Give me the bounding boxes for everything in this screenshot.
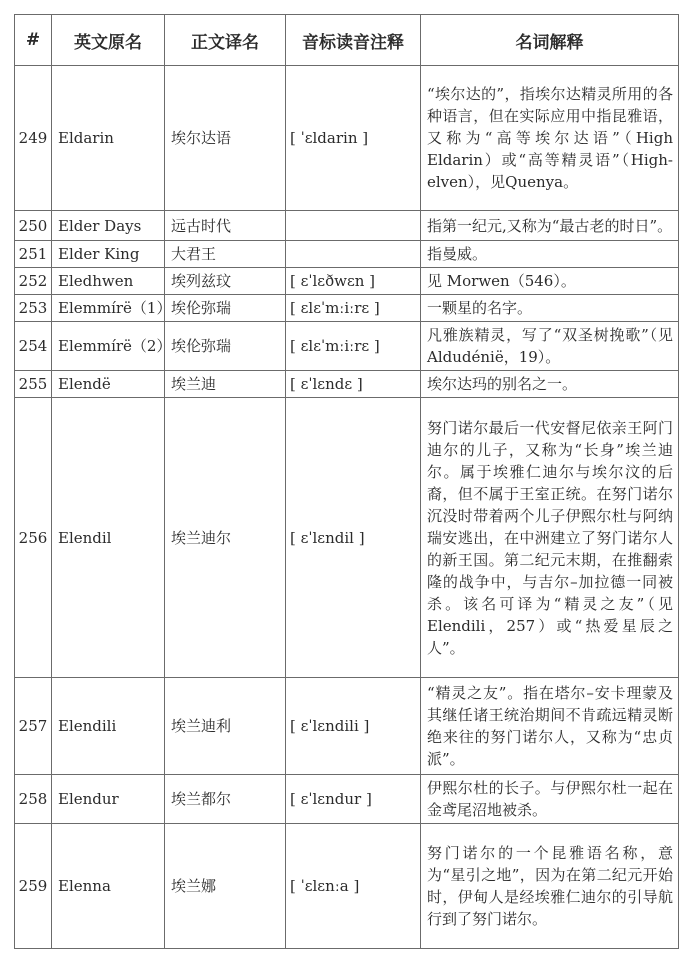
header-explanation: 名词解释 [421,15,679,66]
row-number: 251 [15,241,52,268]
phonetic-notation: [ ɛˈlɛðwɛn ] [286,268,421,295]
table-row [15,211,679,241]
row-number: 256 [15,398,52,678]
translated-name: 埃尔达语 [165,66,286,211]
table-row [15,295,679,322]
term-explanation: 指第一纪元,又称为“最古老的时日”。 [421,211,679,241]
table-row [15,66,679,211]
table-row [15,678,679,775]
phonetic-notation: [ ɛˈlɛndili ] [286,678,421,775]
phonetic-notation: [ ɛˈlɛndil ] [286,398,421,678]
row-number: 254 [15,322,52,371]
row-number: 250 [15,211,52,241]
english-name: Eldarin [52,66,165,211]
phonetic-notation: [ ɛlɛˈmːiːrɛ ] [286,295,421,322]
row-number: 255 [15,371,52,398]
english-name: Eledhwen [52,268,165,295]
header-row [15,15,679,66]
english-name: Elder Days [52,211,165,241]
translated-name: 埃兰迪利 [165,678,286,775]
table-row [15,398,679,678]
phonetic-notation [286,241,421,268]
header-phonetic: 音标读音注释 [286,15,421,66]
english-name: Elemmírë（1） [52,295,165,322]
translated-name: 埃兰娜 [165,824,286,949]
translated-name: 埃兰迪尔 [165,398,286,678]
english-name: Elenna [52,824,165,949]
term-explanation: 指曼威。 [421,241,679,268]
phonetic-notation: [ ˈɛlɛnːa ] [286,824,421,949]
table-row [15,268,679,295]
row-number: 259 [15,824,52,949]
phonetic-notation: [ ɛlɛˈmːiːrɛ ] [286,322,421,371]
translated-name: 埃兰迪 [165,371,286,398]
phonetic-notation: [ ɛˈlɛndur ] [286,775,421,824]
english-name: Elendë [52,371,165,398]
english-name: Elendur [52,775,165,824]
english-name: Elendil [52,398,165,678]
english-name: Elendili [52,678,165,775]
term-explanation: 努门诺尔的一个昆雅语名称，意为“星引之地”，因为在第二纪元开始时，伊甸人是经埃雅仁迪尔的引导航行到了努门诺尔。 [421,824,679,949]
table-row [15,371,679,398]
glossary-table [14,14,679,949]
translated-name: 远古时代 [165,211,286,241]
phonetic-notation: [ ˈɛldarin ] [286,66,421,211]
term-explanation: 伊熙尔杜的长子。与伊熙尔杜一起在金鸢尾沼地被杀。 [421,775,679,824]
translated-name: 埃列兹玟 [165,268,286,295]
term-explanation: 一颗星的名字。 [421,295,679,322]
english-name: Elder King [52,241,165,268]
table-row [15,824,679,949]
translated-name: 埃伦弥瑞 [165,322,286,371]
translated-name: 大君王 [165,241,286,268]
term-explanation: 见 Morwen（546）。 [421,268,679,295]
translated-name: 埃伦弥瑞 [165,295,286,322]
row-number: 257 [15,678,52,775]
row-number: 258 [15,775,52,824]
row-number: 253 [15,295,52,322]
table-row [15,775,679,824]
term-explanation: 努门诺尔最后一代安督尼依亲王阿门迪尔的儿子，又称为“长身”埃兰迪尔。属于埃雅仁迪尔与埃尔汶的后裔，但不属于王室正统。在努门诺尔沉没时带着两个儿子伊熙尔杜与阿纳瑞安逃出，在中洲建立了努门诺尔人的新王国。第二纪元末期，在推翻索隆的战争中，与吉尔–加拉德一同被杀。该名可译为“精灵之友”（见 Elendili，257）或“热爱星辰之人”。 [421,398,679,678]
header-num: # [15,15,52,66]
term-explanation: “埃尔达的”，指埃尔达精灵所用的各种语言，但在实际应用中指昆雅语，又称为“高等埃尔达语”（High Eldarin）或“高等精灵语”（High-elven），见Quenya。 [421,66,679,211]
english-name: Elemmírë（2） [52,322,165,371]
table-row [15,322,679,371]
translated-name: 埃兰都尔 [165,775,286,824]
term-explanation: 凡雅族精灵，写了“双圣树挽歌”（见 Aldudénië，19）。 [421,322,679,371]
header-translation: 正文译名 [165,15,286,66]
table-row [15,241,679,268]
row-number: 252 [15,268,52,295]
term-explanation: “精灵之友”。指在塔尔–安卡理蒙及其继任诸王统治期间不肯疏远精灵断绝来往的努门诺尔人，又称为“忠贞派”。 [421,678,679,775]
phonetic-notation [286,211,421,241]
term-explanation: 埃尔达玛的别名之一。 [421,371,679,398]
phonetic-notation: [ ɛˈlɛndɛ ] [286,371,421,398]
header-english: 英文原名 [52,15,165,66]
row-number: 249 [15,66,52,211]
